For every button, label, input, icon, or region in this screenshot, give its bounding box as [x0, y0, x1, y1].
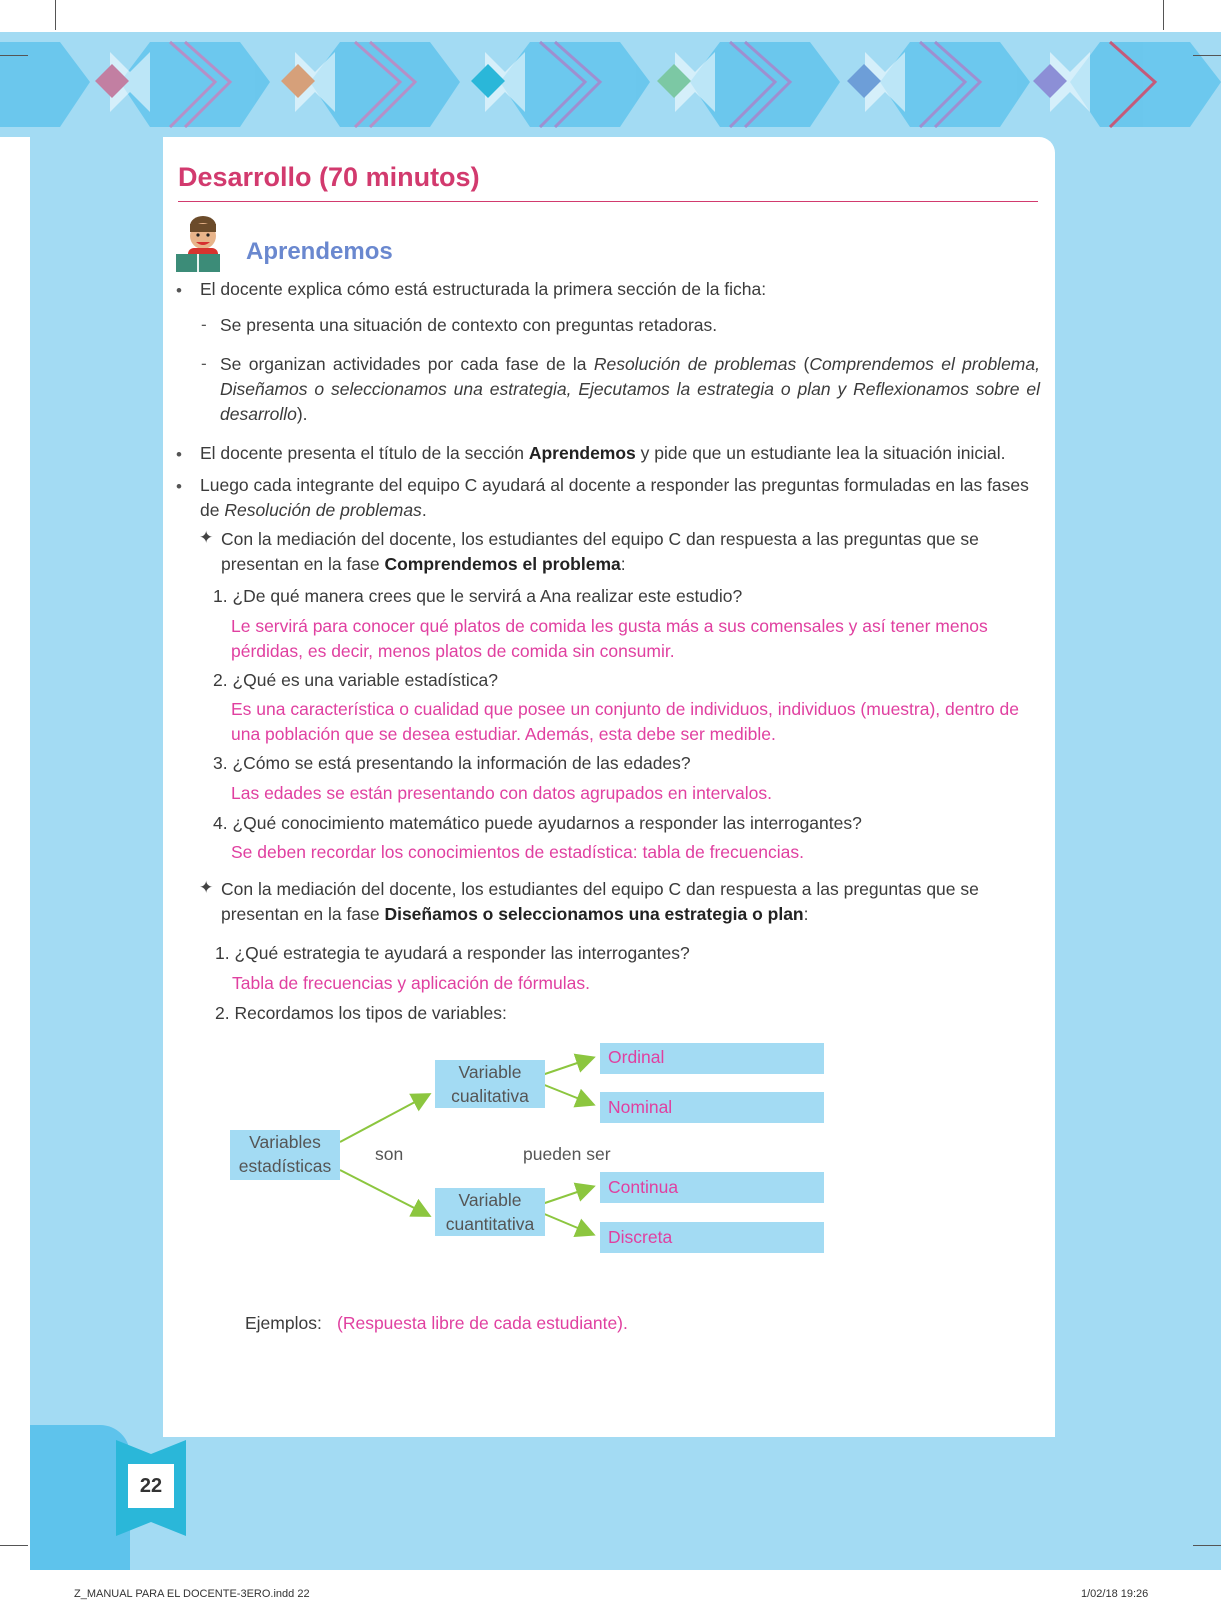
examples-label: Ejemplos:: [245, 1313, 322, 1333]
crop-mark: [1163, 0, 1164, 30]
variable-types-diagram: [230, 1047, 850, 1280]
dash-item: Se organizan actividades por cada fase de la Resolución de problemas (Comprendemos el problema, Diseñamos o seleccionamos una estrategia, Ejecutamos la estrategia o plan y Reflexionamos sobre el desarrollo).: [220, 354, 1040, 424]
connector-label: pueden ser: [523, 1144, 611, 1164]
print-timestamp: 1/02/18 19:26: [1081, 1588, 1149, 1600]
answer: Es una característica o cualidad que posee un conjunto de individuos, individuos (muestra), dentro de una población que se desea estudiar. Además, esta debe ser medible.: [231, 699, 1019, 744]
student-reading-avatar: [170, 210, 230, 278]
paragraph: Luego cada integrante del equipo C ayudará al docente a responder las preguntas formuladas en las fases de Resolución de problemas.: [200, 475, 1029, 520]
answer: Tabla de frecuencias y aplicación de fórmulas.: [232, 973, 590, 993]
dash-marker: -: [201, 354, 207, 373]
crop-mark: [1193, 1545, 1221, 1546]
nominal-box: Nominal: [600, 1092, 824, 1123]
question: 4. ¿Qué conocimiento matemático puede ayudarnos a responder las interrogantes?: [213, 813, 862, 833]
page-number: 22: [128, 1464, 174, 1508]
connector-label: son: [375, 1144, 404, 1164]
answer: Le servirá para conocer qué platos de comida les gusta más a sus comensales y así tener menos pérdidas, es decir, menos platos de comida sin consumir.: [231, 616, 988, 661]
examples-answer: (Respuesta libre de cada estudiante).: [337, 1313, 628, 1333]
crop-mark: [1193, 55, 1221, 56]
root-box: Variables estadísticas: [230, 1130, 340, 1180]
bullet-dot: •: [176, 281, 182, 300]
star-bullet-icon: ✦: [199, 878, 214, 897]
question: 1. ¿Qué estrategia te ayudará a responder las interrogantes?: [215, 943, 690, 963]
answer: Se deben recordar los conocimientos de estadística: tabla de frecuencias.: [231, 842, 804, 862]
bullet-dot: •: [176, 445, 182, 464]
paragraph: Con la mediación del docente, los estudiantes del equipo C dan respuesta a las preguntas que se presentan en la fase Comprendemos el problema:: [221, 529, 979, 574]
crop-mark: [55, 0, 56, 30]
dash-marker: -: [201, 315, 207, 334]
discrete-box: Discreta: [600, 1222, 824, 1253]
ordinal-box: Ordinal: [600, 1043, 824, 1074]
qualitative-box: Variable cualitativa: [435, 1060, 545, 1108]
paragraph: El docente explica cómo está estructurada la primera sección de la ficha:: [200, 279, 767, 299]
bullet-dot: •: [176, 477, 182, 496]
dash-item: Se presenta una situación de contexto con preguntas retadoras.: [220, 315, 718, 335]
question: 1. ¿De qué manera crees que le servirá a Ana realizar este estudio?: [213, 586, 743, 606]
question: 2. ¿Qué es una variable estadística?: [213, 670, 499, 690]
section-title: Desarrollo (70 minutos): [178, 162, 480, 192]
crop-mark: [0, 1545, 28, 1546]
paragraph: El docente presenta el título de la sección Aprendemos y pide que un estudiante lea la situación inicial.: [200, 443, 1006, 463]
crop-mark: [0, 55, 28, 56]
answer: Las edades se están presentando con datos agrupados en intervalos.: [231, 783, 772, 803]
subsection-title: Aprendemos: [246, 238, 393, 265]
star-bullet-icon: ✦: [199, 528, 214, 547]
paragraph: Con la mediación del docente, los estudiantes del equipo C dan respuesta a las preguntas que se presentan en la fase Diseñamos o seleccionamos una estrategia o plan:: [221, 879, 979, 924]
continuous-box: Continua: [600, 1172, 824, 1203]
question: 3. ¿Cómo se está presentando la información de las edades?: [213, 753, 691, 773]
question: 2. Recordamos los tipos de variables:: [215, 1003, 507, 1023]
quantitative-box: Variable cuantitativa: [435, 1188, 545, 1236]
title-divider: [178, 201, 1038, 202]
decorative-pattern-band: [0, 32, 1221, 137]
file-info: Z_MANUAL PARA EL DOCENTE-3ERO.indd 22: [74, 1588, 310, 1600]
